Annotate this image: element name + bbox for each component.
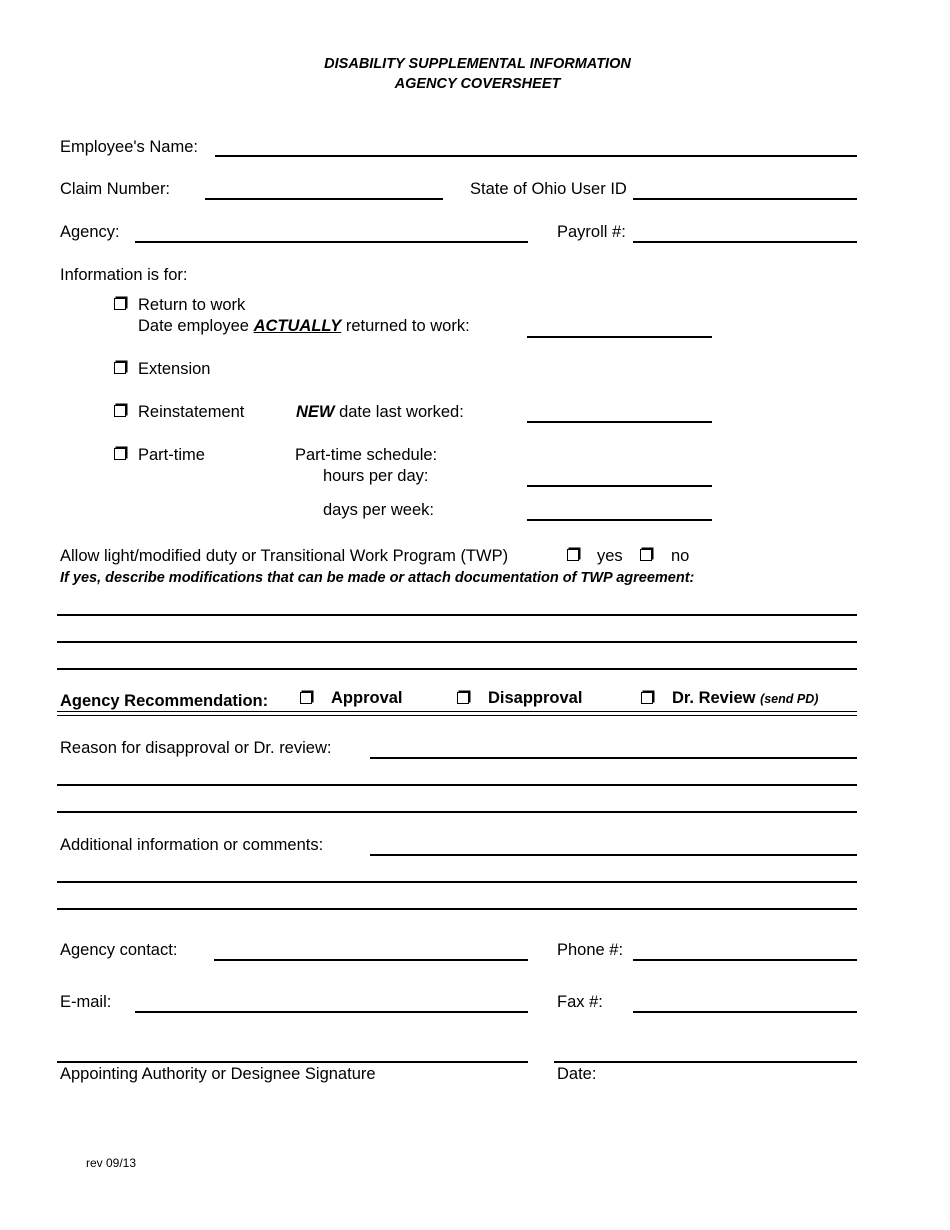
- hours-per-day-label: hours per day:: [323, 467, 429, 485]
- comments-field-line-2[interactable]: [57, 881, 857, 883]
- agency-recommendation-label: Agency Recommendation:: [60, 692, 269, 710]
- fax-label: Fax #:: [557, 993, 603, 1011]
- return-to-work-label: Return to work: [138, 296, 246, 314]
- reinstatement-label: Reinstatement: [138, 403, 245, 421]
- agency-contact-field[interactable]: [214, 959, 528, 961]
- disapproval-label: Disapproval: [488, 689, 583, 707]
- twp-no-checkbox[interactable]: [640, 549, 652, 561]
- information-for-label: Information is for:: [60, 266, 188, 284]
- payroll-label: Payroll #:: [557, 223, 626, 241]
- new-date-last-worked-label: NEW date last worked:: [296, 403, 464, 421]
- phone-label: Phone #:: [557, 941, 624, 959]
- send-pd-note: (send PD): [760, 692, 819, 706]
- agency-contact-label: Agency contact:: [60, 941, 178, 959]
- form-title-line1: DISABILITY SUPPLEMENTAL INFORMATION: [324, 56, 631, 72]
- part-time-checkbox[interactable]: [114, 448, 126, 460]
- twp-description-line-3[interactable]: [57, 668, 857, 670]
- signature-field[interactable]: [57, 1061, 528, 1063]
- form-title-line2: AGENCY COVERSHEET: [394, 76, 561, 92]
- disapproval-checkbox[interactable]: [457, 692, 469, 704]
- return-to-work-checkbox[interactable]: [114, 298, 126, 310]
- dr-review-label: Dr. Review (send PD): [672, 689, 819, 707]
- recommendation-divider-bottom: [57, 715, 857, 716]
- reason-field-line-3[interactable]: [57, 811, 857, 813]
- email-field[interactable]: [135, 1011, 528, 1013]
- dr-review-checkbox[interactable]: [641, 692, 653, 704]
- claim-number-label: Claim Number:: [60, 180, 171, 198]
- payroll-field[interactable]: [633, 241, 857, 243]
- comments-label: Additional information or comments:: [60, 836, 324, 854]
- employee-name-field[interactable]: [215, 155, 857, 157]
- reason-label: Reason for disapproval or Dr. review:: [60, 739, 332, 757]
- days-per-week-field[interactable]: [527, 519, 712, 521]
- user-id-label: State of Ohio User ID: [470, 180, 627, 198]
- reason-field-line-1[interactable]: [370, 757, 857, 759]
- reinstatement-checkbox[interactable]: [114, 405, 126, 417]
- twp-question: Allow light/modified duty or Transitional Work Program (TWP): [60, 547, 509, 565]
- approval-checkbox[interactable]: [300, 692, 312, 704]
- twp-description-line-2[interactable]: [57, 641, 857, 643]
- twp-description-line-1[interactable]: [57, 614, 857, 616]
- new-date-last-worked-field[interactable]: [527, 421, 712, 423]
- email-label: E-mail:: [60, 993, 112, 1011]
- claim-number-field[interactable]: [205, 198, 443, 200]
- signature-date-label: Date:: [557, 1065, 597, 1083]
- twp-instruction: If yes, describe modifications that can be made or attach documentation of TWP agreement:: [60, 570, 695, 586]
- comments-field-line-1[interactable]: [370, 854, 857, 856]
- extension-label: Extension: [138, 360, 211, 378]
- twp-yes-checkbox[interactable]: [567, 549, 579, 561]
- actual-return-date-label: Date employee ACTUALLY returned to work:: [138, 317, 470, 335]
- reason-field-line-2[interactable]: [57, 784, 857, 786]
- user-id-field[interactable]: [633, 198, 857, 200]
- agency-field[interactable]: [135, 241, 528, 243]
- twp-yes-label: yes: [597, 547, 623, 565]
- twp-no-label: no: [671, 547, 690, 565]
- days-per-week-label: days per week:: [323, 501, 434, 519]
- employee-name-label: Employee's Name:: [60, 138, 198, 156]
- revision-note: rev 09/13: [86, 1156, 137, 1170]
- approval-label: Approval: [331, 689, 403, 707]
- actual-return-date-field[interactable]: [527, 336, 712, 338]
- comments-field-line-3[interactable]: [57, 908, 857, 910]
- extension-checkbox[interactable]: [114, 362, 126, 374]
- signature-label: Appointing Authority or Designee Signature: [60, 1065, 376, 1083]
- phone-field[interactable]: [633, 959, 857, 961]
- signature-date-field[interactable]: [554, 1061, 857, 1063]
- part-time-label: Part-time: [138, 446, 205, 464]
- hours-per-day-field[interactable]: [527, 485, 712, 487]
- part-time-schedule-label: Part-time schedule:: [295, 446, 438, 464]
- recommendation-divider-top: [57, 711, 857, 712]
- agency-label: Agency:: [60, 223, 120, 241]
- fax-field[interactable]: [633, 1011, 857, 1013]
